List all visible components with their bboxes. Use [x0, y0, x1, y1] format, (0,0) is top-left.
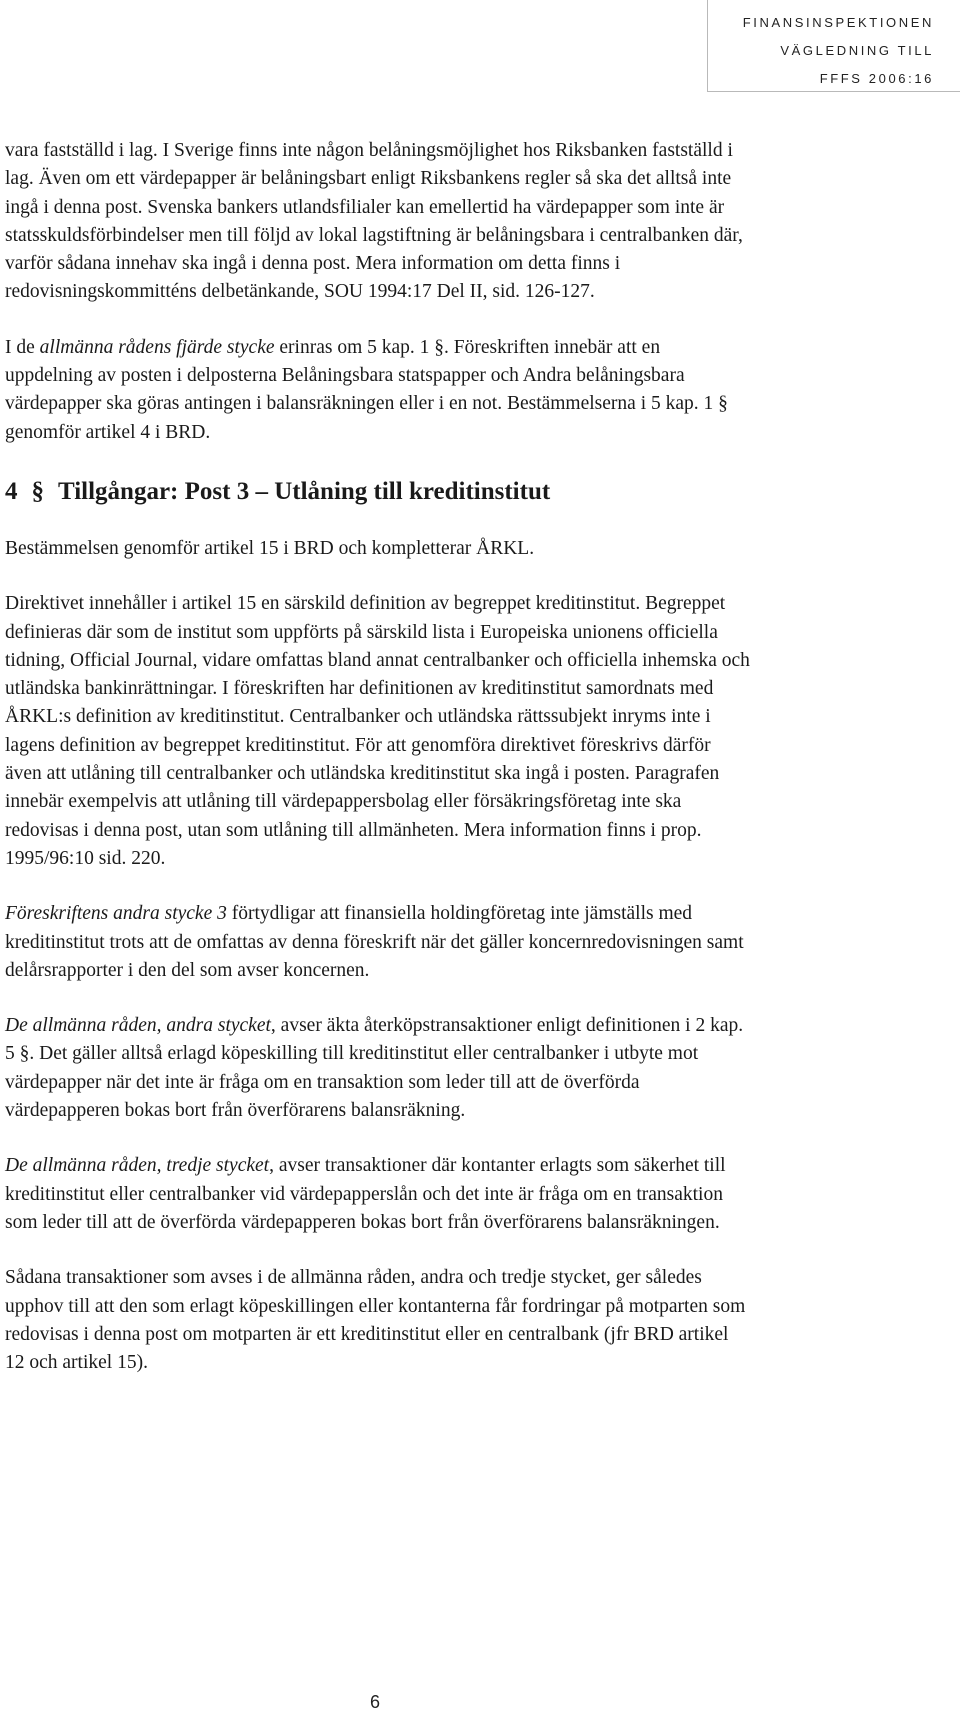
paragraph-4: Direktivet innehåller i artikel 15 en särskild definition av begreppet kreditinstitut. Begreppet definieras där som de institut som uppförts på särskild lista i Europeiska unionens officiella tidning, Official Journal, vidare omfattas bland annat centralbanker och officiella inhemska och utländska bankinrättningar. I föreskriften har definitionen av kreditinstitut samordnats med ÅRKL:s definition av kreditinstitut. Centralbanker och utländska rättssubjekt inryms inte i lagens definition av begreppet kreditinstitut. För att genomföra direktivet föreskrivs därför även att utlåning till centralbanker och utländska kreditinstitut ska ingå i posten. Paragrafen innebär exempelvis att utlåning till värdepappersbolag eller försäkringsföretag inte ska redovisas i denna post, utan som utlåning till allmänheten. Mera information finns i prop. 1995/96:10 sid. 220.: [5, 593, 750, 869]
emphasis: Föreskriftens andra stycke 3: [5, 903, 227, 925]
paragraph-8: Sådana transaktioner som avses i de allmänna råden, andra och tredje stycket, ger således upphov till att den som erlagt köpeskillingen eller kontanterna får fordringar på motparten som redovisas i denna post om motparten är ett kreditinstitut eller en centralbank (jfr BRD artikel 12 och artikel 15).: [5, 1267, 746, 1374]
section-title: Tillgångar: Post 3 – Utlåning till kreditinstitut: [58, 477, 551, 505]
section-heading: [5, 475, 750, 509]
document-body: [5, 137, 750, 1404]
paragraph-6: De allmänna råden, andra stycket, avser äkta återköpstransaktioner enligt definitionen i 2 kap. 5 §. Det gäller alltså erlagd köpeskilling till kreditinstitut eller centralbanker i utbyte mot värdepapper när det inte är fråga om en transaktion som leder till att de överförda värdepapperen bokas bort från överförarens balansräkning.: [5, 1015, 744, 1122]
document-header: [707, 0, 960, 92]
paragraph-5: Föreskriftens andra stycke 3 förtydligar att finansiella holdingföretag inte jämställs med kreditinstitut trots att de omfattas av denna föreskrift när det gäller koncernredovisningen samt delårsrapporter i den del som avser koncernen.: [5, 903, 744, 981]
paragraph-1: vara fastställd i lag. I Sverige finns inte någon belåningsmöjlighet hos Riksbanken fastställd i lag. Även om ett värdepapper är belåningsbart enligt Riksbankens regler så ska det alltså inte ingå i denna post. Svenska bankers utlandsfilialer kan emellertid ha värdepapper som inte är statsskuldsförbindelser men till följd av lokal lagstiftning är belåningsbara i centralbanken där, varför sådana innehav ska ingå i denna post. Mera information om detta finns i redovisningskommitténs delbetänkande, SOU 1994:17 Del II, sid. 126-127.: [5, 140, 743, 303]
header-regulation-code: FFFS 2006:16: [819, 71, 934, 86]
paragraph-2: I de allmänna rådens fjärde stycke erinras om 5 kap. 1 §. Föreskriften innebär att en uppdelning av posten i delposterna Belåningsbara statspapper och Andra belåningsbara värdepapper ska göras antingen i balansräkningen eller i en not. Bestämmelserna i 5 kap. 1 § genomför artikel 4 i BRD.: [5, 336, 728, 443]
emphasis: allmänna rådens fjärde stycke: [39, 336, 275, 358]
header-organization: FINANSINSPEKTIONEN: [742, 15, 934, 30]
section-sign: §: [31, 477, 44, 505]
header-guide-label: VÄGLEDNING TILL: [780, 43, 934, 58]
emphasis: De allmänna råden, andra stycket: [5, 1015, 271, 1037]
section-number: 4: [5, 477, 18, 505]
paragraph-3: Bestämmelsen genomför artikel 15 i BRD och kompletterar ÅRKL.: [5, 537, 535, 559]
paragraph-7: De allmänna råden, tredje stycket, avser transaktioner där kontanter erlagts som säkerhet till kreditinstitut eller centralbanker vid värdepapperslån och det inte är fråga om en transaktion som leder till att de överförda värdepapperen bokas bort från överförarens balansräkningen.: [5, 1155, 726, 1233]
page-number: 6: [369, 1692, 380, 1712]
emphasis: De allmänna råden, tredje stycket: [5, 1155, 270, 1177]
